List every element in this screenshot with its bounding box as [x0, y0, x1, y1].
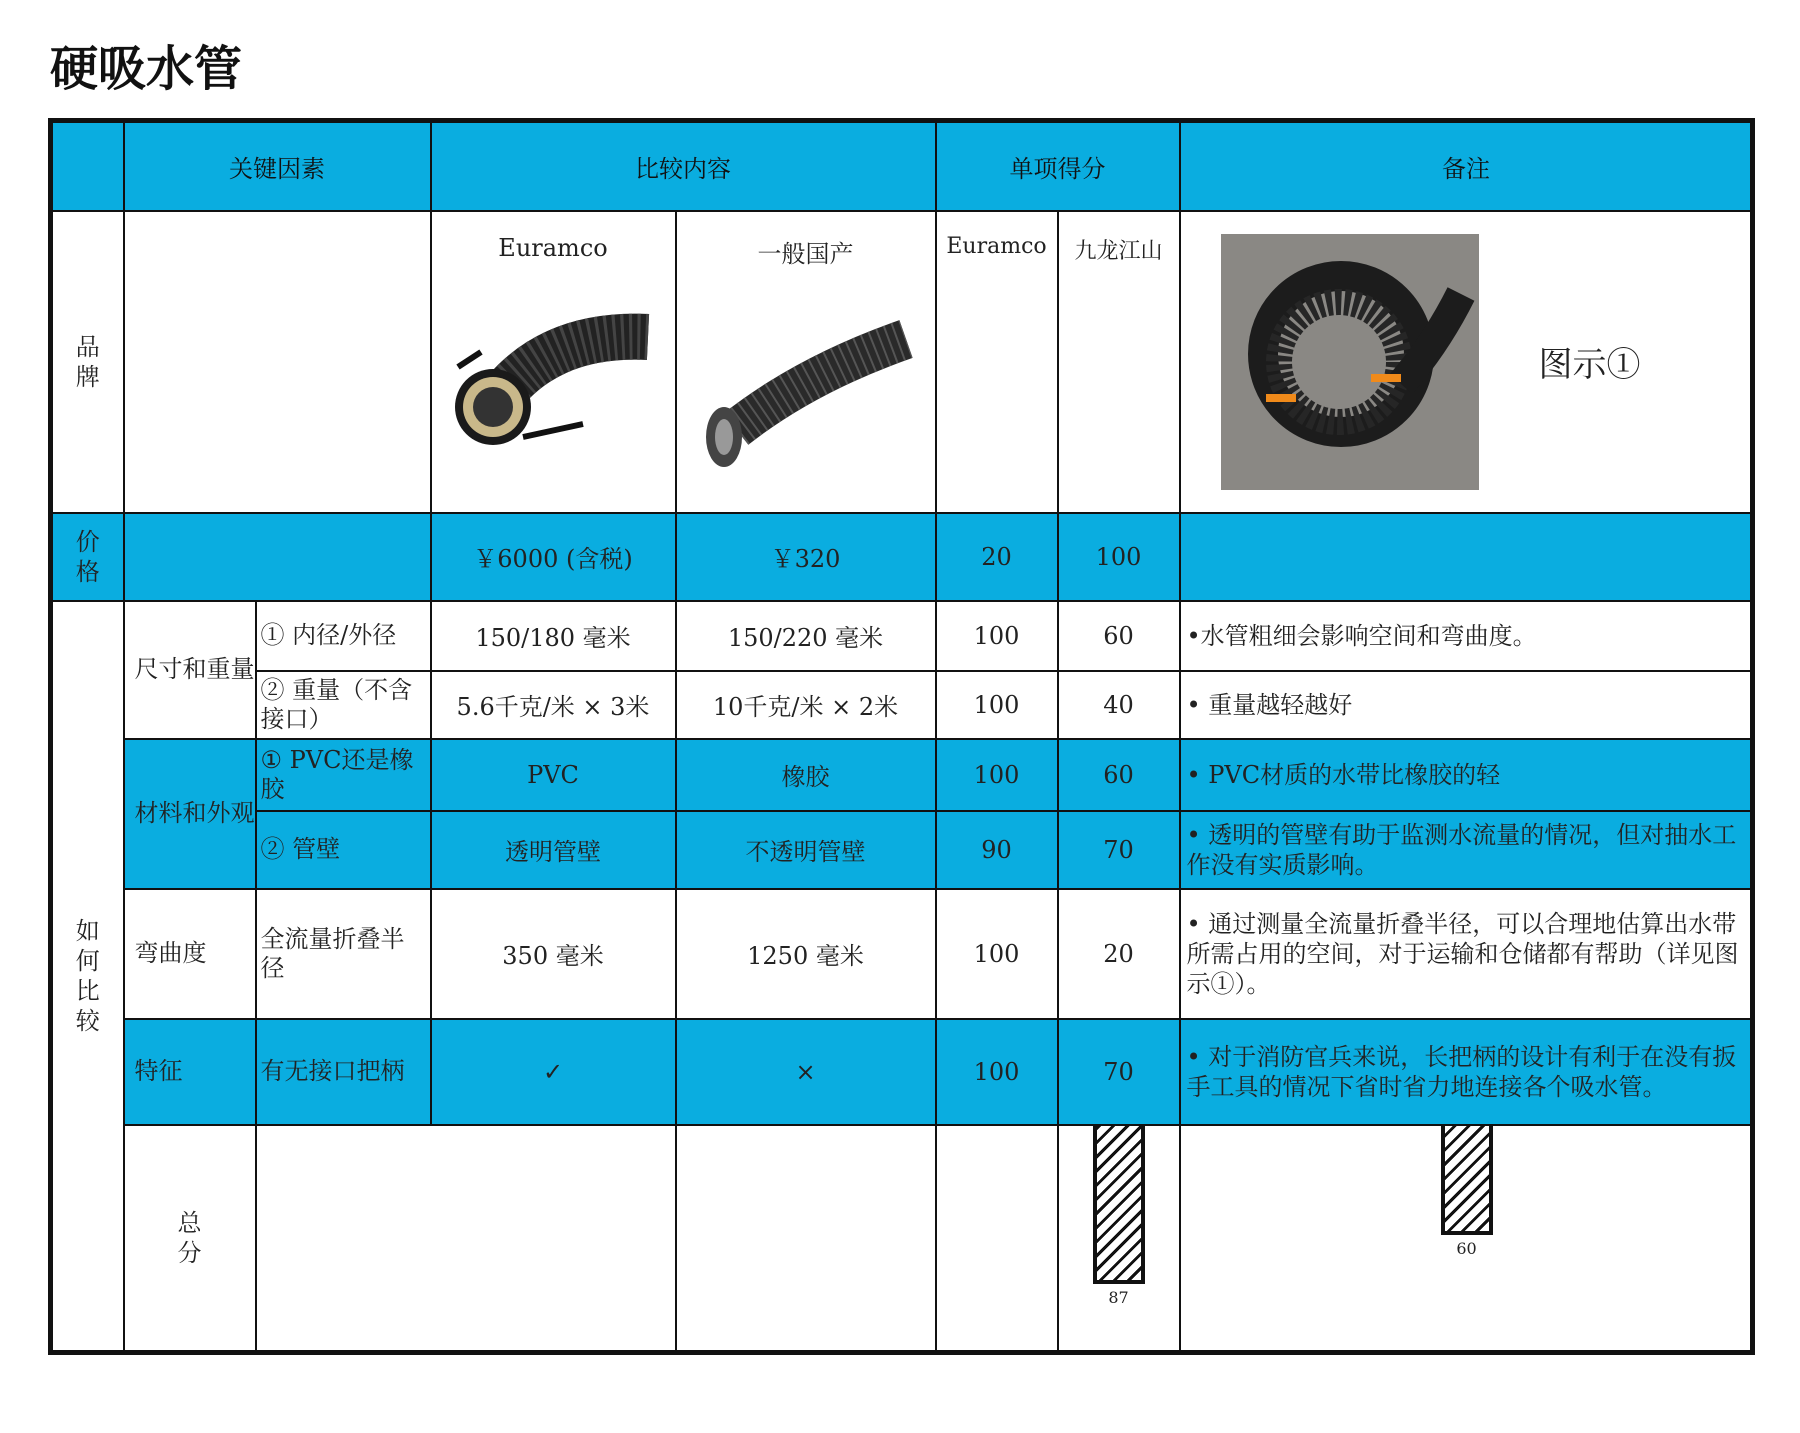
material-compare1-euramco: PVC — [431, 739, 676, 811]
feature-sub: 有无接口把柄 — [256, 1019, 431, 1125]
score-head-jiulong: 九龙江山 — [1058, 211, 1180, 513]
size-score1-jiulong: 60 — [1058, 601, 1180, 671]
bend-score-euramco: 100 — [936, 889, 1058, 1019]
size-compare1-euramco: 150/180 毫米 — [431, 601, 676, 671]
price-label: 价格 — [51, 513, 124, 601]
total-bar-label-jiulong: 60 — [1456, 1238, 1477, 1258]
total-empty-domestic — [936, 1125, 1058, 1353]
bend-row — [51, 889, 1753, 1019]
price-note-empty — [1180, 513, 1753, 601]
header-score: 单项得分 — [936, 121, 1180, 211]
material-sub1: ① PVC还是橡胶 — [256, 739, 431, 811]
feature-score-jiulong: 70 — [1058, 1019, 1180, 1125]
feature-row — [51, 1019, 1753, 1125]
domestic-hose-image — [696, 319, 916, 479]
feature-compare-euramco: ✓ — [431, 1019, 676, 1125]
material-score2-euramco: 90 — [936, 811, 1058, 889]
header-note: 备注 — [1180, 121, 1753, 211]
material-score1-jiulong: 60 — [1058, 739, 1180, 811]
header-blank — [51, 121, 124, 211]
size-compare2-domestic: 10千克/米 × 2米 — [676, 671, 936, 739]
total-label: 总分 — [124, 1125, 256, 1353]
price-euramco: ￥6000 (含税) — [431, 513, 676, 601]
feature-note: • 对于消防官兵来说，长把柄的设计有利于在没有扳手工具的情况下省时省力地连接各个吸水管。 — [1180, 1019, 1753, 1125]
header-row — [51, 121, 1753, 211]
page-title: 硬吸水管 — [50, 41, 243, 97]
total-empty-euramco — [676, 1125, 936, 1353]
total-factor-empty — [256, 1125, 676, 1353]
euramco-hose-image — [453, 312, 653, 452]
how-label: 如何比较 — [51, 601, 124, 1353]
material-compare2-domestic: 不透明管壁 — [676, 811, 936, 889]
feature-factor: 特征 — [124, 1019, 256, 1125]
size-sub2: ② 重量（不含接口） — [256, 671, 431, 739]
size-score2-euramco: 100 — [936, 671, 1058, 739]
material-row-1 — [51, 739, 1753, 811]
comparison-table — [48, 118, 1755, 1355]
material-compare1-domestic: 橡胶 — [676, 739, 936, 811]
material-note2: • 透明的管壁有助于监测水流量的情况，但对抽水工作没有实质影响。 — [1180, 811, 1753, 889]
material-sub2: ② 管壁 — [256, 811, 431, 889]
brand-note — [1180, 211, 1753, 513]
material-factor: 材料和外观 — [124, 739, 256, 889]
material-score1-euramco: 100 — [936, 739, 1058, 811]
price-row — [51, 513, 1753, 601]
size-score2-jiulong: 40 — [1058, 671, 1180, 739]
bend-compare-domestic: 1250 毫米 — [676, 889, 936, 1019]
size-sub1: ① 内径/外径 — [256, 601, 431, 671]
bend-note: • 通过测量全流量折叠半径，可以合理地估算出水带所需占用的空间，对于运输和仓储都有帮助（详见图示①）。 — [1180, 889, 1753, 1019]
score-head-euramco: Euramco — [936, 211, 1058, 513]
size-factor: 尺寸和重量 — [124, 601, 256, 739]
size-note1: •水管粗细会影响空间和弯曲度。 — [1180, 601, 1753, 671]
total-bar-jiulong — [1441, 1126, 1493, 1235]
brand-domestic-name: 一般国产 — [757, 239, 854, 268]
brand-row — [51, 211, 1753, 513]
total-row — [51, 1125, 1753, 1353]
header-compare: 比较内容 — [431, 121, 936, 211]
bend-factor: 弯曲度 — [124, 889, 256, 1019]
size-note2: • 重量越轻越好 — [1180, 671, 1753, 739]
brand-label: 品牌 — [51, 211, 124, 513]
price-score-jiulong: 100 — [1058, 513, 1180, 601]
feature-score-euramco: 100 — [936, 1019, 1058, 1125]
price-score-euramco: 20 — [936, 513, 1058, 601]
material-compare2-euramco: 透明管壁 — [431, 811, 676, 889]
total-bar-cell-euramco — [1058, 1125, 1180, 1353]
total-bar-cell-jiulong — [1180, 1125, 1753, 1353]
size-row-1 — [51, 601, 1753, 671]
material-note1: • PVC材质的水带比橡胶的轻 — [1180, 739, 1753, 811]
bend-compare-euramco: 350 毫米 — [431, 889, 676, 1019]
size-row-2 — [51, 671, 1753, 739]
size-compare1-domestic: 150/220 毫米 — [676, 601, 936, 671]
header-factor: 关键因素 — [124, 121, 431, 211]
price-factor-empty — [124, 513, 431, 601]
size-score1-euramco: 100 — [936, 601, 1058, 671]
photo-caption: 图示① — [1538, 345, 1641, 386]
material-score2-jiulong: 70 — [1058, 811, 1180, 889]
price-domestic: ￥320 — [676, 513, 936, 601]
total-bar-euramco — [1093, 1126, 1145, 1284]
brand-euramco-name: Euramco — [498, 233, 608, 262]
brand-euramco — [431, 211, 676, 513]
brand-domestic — [676, 211, 936, 513]
size-compare2-euramco: 5.6千克/米 × 3米 — [431, 671, 676, 739]
material-row-2 — [51, 811, 1753, 889]
feature-compare-domestic: × — [676, 1019, 936, 1125]
bend-score-jiulong: 20 — [1058, 889, 1180, 1019]
total-bar-label-euramco: 87 — [1108, 1287, 1129, 1307]
brand-factor-empty — [124, 211, 431, 513]
coiled-hose-photo — [1221, 234, 1479, 490]
bend-sub: 全流量折叠半径 — [256, 889, 431, 1019]
